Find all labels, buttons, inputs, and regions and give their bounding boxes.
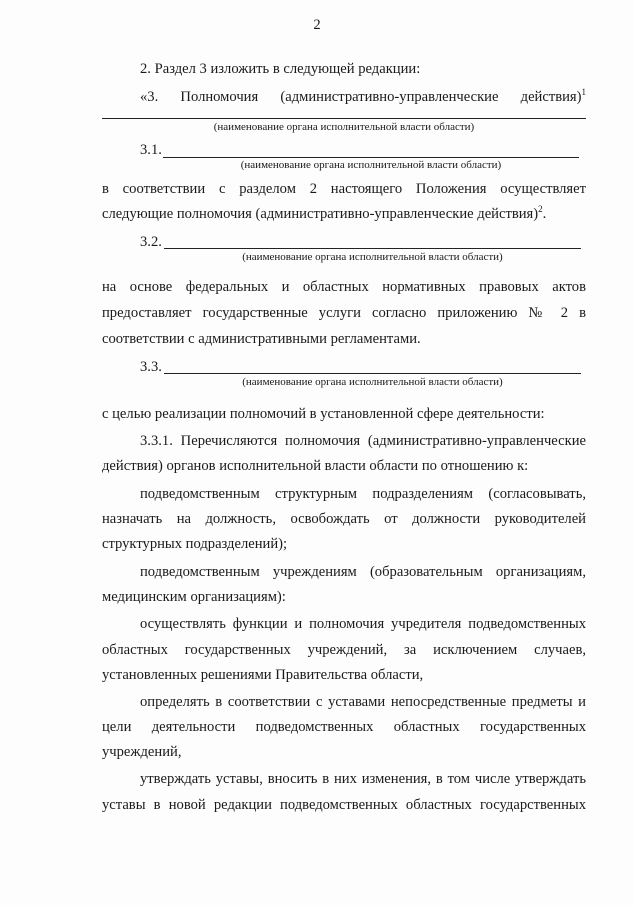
para-charters-line-1: утверждать уставы, вносить в них изменения, в том числе утверждать — [140, 771, 586, 787]
item-3-3-1-line-2: действия) органов исполнительной власти области по отношению к: — [102, 458, 529, 474]
item-3-2-text-line-1: на основе федеральных и областных нормативных правовых актов — [102, 279, 586, 295]
caption-3-3: (наименование органа исполнительной власти области) — [242, 376, 503, 388]
para-functions-line-1: осуществлять функции и полномочия учредителя подведомственных — [140, 616, 586, 632]
item-3-1-number: 3.1. — [140, 142, 162, 158]
para-subjects-line-2: цели деятельности подведомственных областных государственных — [102, 719, 586, 735]
item-3-1-text-line-1: в соответствии с разделом 2 настоящего Положения осуществляет — [102, 181, 586, 197]
para-functions-line-2: областных государственных учреждений, за исключением случаев, — [102, 642, 586, 658]
footnote-mark-1: 1 — [581, 87, 586, 98]
para-structural-line-2: назначать на должность, освобождать от должности руководителей — [102, 511, 586, 527]
para-structural-line-1: подведомственным структурным подразделениям (согласовывать, — [140, 486, 586, 502]
item-3-3-number: 3.3. — [140, 359, 162, 375]
para-subjects-line-1: определять в соответствии с уставами непосредственные предметы и — [140, 694, 586, 710]
para-institutions-line-2: медицинским организациям): — [102, 589, 286, 605]
item-3-1-text-line-2 — [102, 205, 546, 223]
caption-3-2: (наименование органа исполнительной власти области) — [242, 251, 503, 263]
blank-line-3-1 — [163, 157, 579, 158]
section-title — [140, 88, 586, 106]
page-number: 2 — [313, 17, 321, 33]
para-institutions-line-1: подведомственным учреждениям (образовательным организациям, — [140, 564, 586, 580]
item-3-1-text-line-2-end: . — [542, 206, 547, 222]
section-title-end-text: действия) — [520, 89, 582, 105]
footnote-mark-2: 2 — [538, 204, 543, 215]
para-subjects-line-3: учреждений, — [102, 744, 182, 760]
para-structural-line-3: структурных подразделений); — [102, 536, 288, 552]
item-3-2-number: 3.2. — [140, 234, 162, 250]
caption-organ-name: (наименование органа исполнительной власти области) — [213, 121, 475, 133]
amendment-heading: 2. Раздел 3 изложить в следующей редакции: — [140, 61, 421, 77]
blank-line-organ — [102, 118, 586, 119]
section-title-rest: (административно-управленческие — [280, 89, 499, 105]
blank-line-3-3 — [164, 373, 581, 374]
blank-line-3-2 — [164, 248, 581, 249]
item-3-2-text-line-3: соответствии с административными регламентами. — [102, 331, 421, 347]
para-functions-line-3: установленных решениями Правительства области, — [102, 667, 424, 683]
item-3-2-text-line-2: предоставляет государственные услуги согласно приложению № 2 в — [102, 305, 586, 321]
caption-3-1: (наименование органа исполнительной власти области) — [240, 159, 502, 171]
para-charters-line-2: уставы в новой редакции подведомственных областных государственных — [102, 797, 586, 813]
item-3-1-text-line-2-body: следующие полномочия (административно-управленческие действия) — [102, 206, 539, 222]
section-title-word: Полномочия — [180, 89, 259, 105]
section-title-end — [521, 89, 586, 105]
section-number: «3. — [140, 89, 159, 105]
item-3-3-text: с целью реализации полномочий в установленной сфере деятельности: — [102, 406, 545, 422]
item-3-3-1-line-1: 3.3.1. Перечисляются полномочия (административно-управленческие — [140, 433, 586, 449]
